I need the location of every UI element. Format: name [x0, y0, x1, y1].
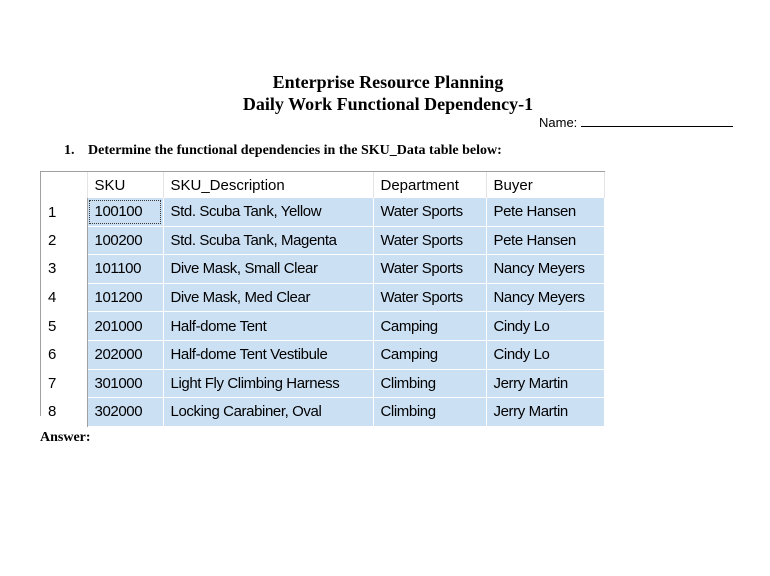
description-cell[interactable]: Std. Scuba Tank, Magenta — [163, 226, 373, 255]
table-row[interactable] — [41, 369, 604, 398]
description-cell[interactable]: Dive Mask, Med Clear — [163, 283, 373, 312]
sku-cell[interactable]: 100200 — [87, 226, 163, 255]
sku-cell[interactable]: 101100 — [87, 255, 163, 284]
description-cell[interactable]: Locking Carabiner, Oval — [163, 398, 373, 427]
name-field — [539, 114, 733, 130]
name-label: Name: — [539, 115, 578, 130]
department-cell[interactable]: Climbing — [373, 369, 486, 398]
sku-data-grid — [40, 171, 605, 421]
buyer-cell[interactable]: Nancy Meyers — [486, 255, 604, 284]
description-cell[interactable]: Std. Scuba Tank, Yellow — [163, 198, 373, 226]
table-row[interactable] — [41, 340, 604, 369]
department-cell[interactable]: Water Sports — [373, 198, 486, 226]
row-number[interactable]: 1 — [41, 198, 87, 226]
table-header-row — [41, 172, 604, 198]
row-number[interactable]: 2 — [41, 226, 87, 255]
description-cell[interactable]: Light Fly Climbing Harness — [163, 369, 373, 398]
row-number[interactable]: 8 — [41, 398, 87, 427]
question-text: Determine the functional dependencies in the SKU_Data table below: — [88, 143, 502, 158]
buyer-cell[interactable]: Cindy Lo — [486, 312, 604, 341]
question-1 — [64, 143, 502, 159]
name-blank-line — [581, 114, 733, 127]
answer-label: Answer: — [40, 430, 91, 445]
row-number[interactable]: 3 — [41, 255, 87, 284]
buyer-cell[interactable]: Nancy Meyers — [486, 283, 604, 312]
description-cell[interactable]: Half-dome Tent — [163, 312, 373, 341]
sku-cell[interactable]: 201000 — [87, 312, 163, 341]
column-header-sku-description[interactable]: SKU_Description — [163, 172, 373, 198]
department-cell[interactable]: Water Sports — [373, 283, 486, 312]
sku-cell[interactable]: 302000 — [87, 398, 163, 427]
row-number-header — [41, 172, 87, 198]
department-cell[interactable]: Water Sports — [373, 255, 486, 284]
table-row[interactable] — [41, 226, 604, 255]
buyer-cell[interactable]: Cindy Lo — [486, 340, 604, 369]
sku-cell[interactable]: 101200 — [87, 283, 163, 312]
table-row[interactable] — [41, 312, 604, 341]
row-number[interactable]: 4 — [41, 283, 87, 312]
sku-data-table — [41, 172, 605, 427]
buyer-cell[interactable]: Pete Hansen — [486, 198, 604, 226]
question-number: 1. — [64, 143, 75, 158]
table-row[interactable] — [41, 255, 604, 284]
sku-cell[interactable]: 100100 — [87, 198, 163, 226]
row-number[interactable]: 7 — [41, 369, 87, 398]
department-cell[interactable]: Climbing — [373, 398, 486, 427]
column-header-sku[interactable]: SKU — [87, 172, 163, 198]
table-row[interactable] — [41, 283, 604, 312]
department-cell[interactable]: Water Sports — [373, 226, 486, 255]
description-cell[interactable]: Half-dome Tent Vestibule — [163, 340, 373, 369]
document-subtitle: Daily Work Functional Dependency-1 — [242, 94, 534, 114]
buyer-cell[interactable]: Pete Hansen — [486, 226, 604, 255]
department-cell[interactable]: Camping — [373, 340, 486, 369]
table-row[interactable] — [41, 198, 604, 226]
buyer-cell[interactable]: Jerry Martin — [486, 398, 604, 427]
description-cell[interactable]: Dive Mask, Small Clear — [163, 255, 373, 284]
row-number[interactable]: 5 — [41, 312, 87, 341]
department-cell[interactable]: Camping — [373, 312, 486, 341]
column-header-department[interactable]: Department — [373, 172, 486, 198]
column-header-buyer[interactable]: Buyer — [486, 172, 604, 198]
sku-cell[interactable]: 301000 — [87, 369, 163, 398]
buyer-cell[interactable]: Jerry Martin — [486, 369, 604, 398]
table-row[interactable] — [41, 398, 604, 427]
row-number[interactable]: 6 — [41, 340, 87, 369]
document-title: Enterprise Resource Planning — [272, 72, 504, 92]
sku-cell[interactable]: 202000 — [87, 340, 163, 369]
